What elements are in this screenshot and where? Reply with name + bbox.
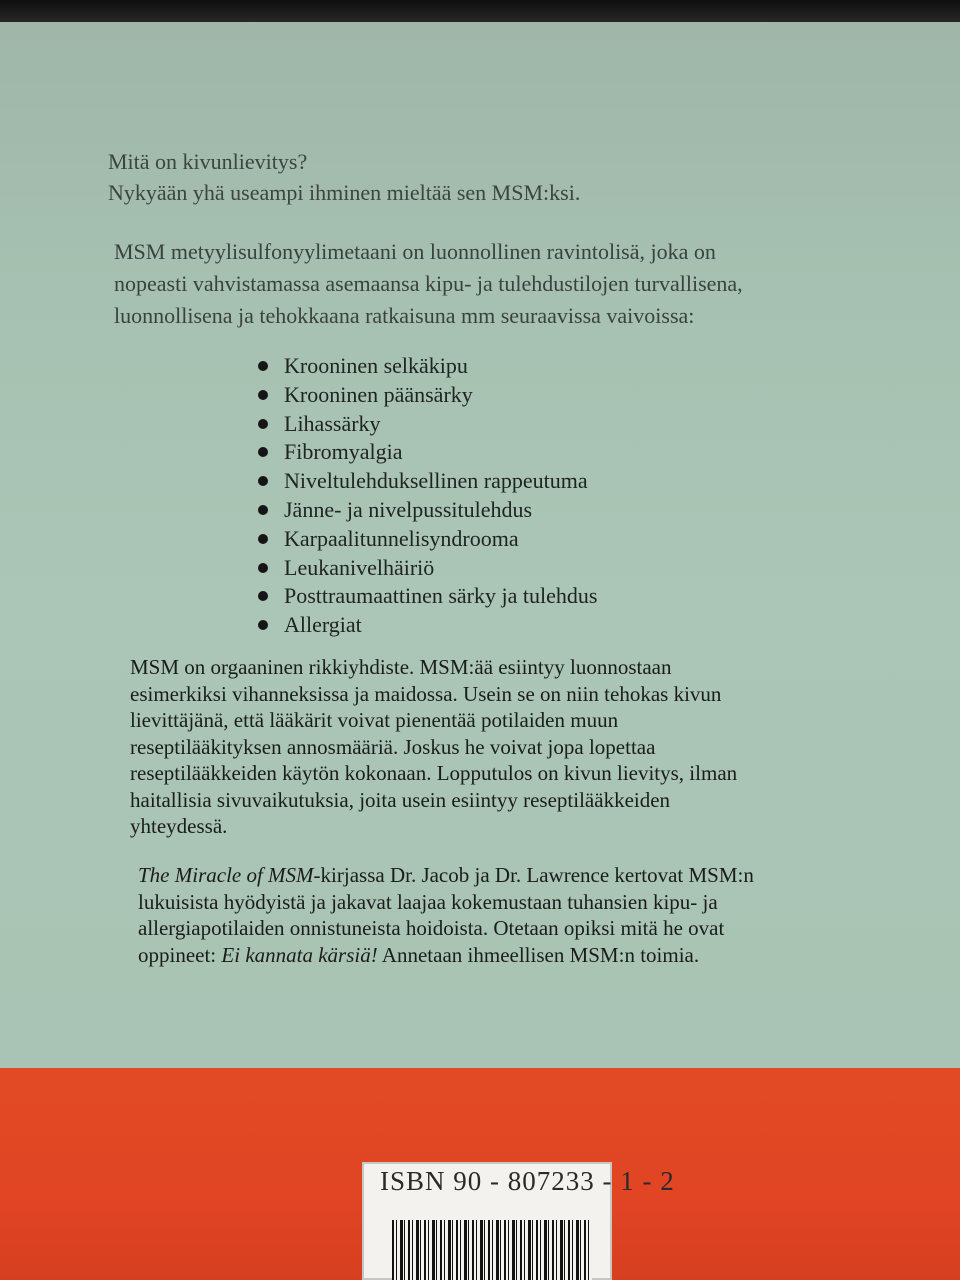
list-item-label: Posttraumaattinen särky ja tulehdus bbox=[284, 583, 598, 609]
paragraph-line: reseptilääkityksen annosmääriä. Joskus he voivat jopa lopettaa bbox=[130, 734, 656, 759]
list-item bbox=[258, 467, 597, 496]
paragraph-book-info bbox=[138, 862, 754, 968]
bullet-icon bbox=[258, 534, 268, 544]
paragraph-text: oppineet: bbox=[138, 942, 222, 967]
paragraph-msm-details bbox=[130, 654, 737, 840]
list-item bbox=[258, 611, 597, 640]
list-item bbox=[258, 582, 597, 611]
list-item-label: Lihassärky bbox=[284, 410, 381, 436]
paragraph-msm-intro bbox=[114, 236, 743, 332]
list-item-label: Jänne- ja nivelpussitulehdus bbox=[284, 496, 533, 522]
bullet-icon bbox=[258, 361, 268, 371]
list-item bbox=[258, 496, 597, 525]
list-item-label: Karpaalitunnelisyndrooma bbox=[284, 525, 519, 551]
paragraph-line: MSM on orgaaninen rikkiyhdiste. MSM:ää esiintyy luonnostaan bbox=[130, 655, 672, 679]
list-item bbox=[258, 352, 597, 381]
list-item bbox=[258, 410, 597, 439]
list-item bbox=[258, 381, 597, 410]
barcode-icon bbox=[392, 1220, 592, 1280]
bullet-icon bbox=[258, 591, 268, 601]
list-item-label: Niveltulehduksellinen rappeutuma bbox=[284, 468, 588, 494]
paragraph-line: esimerkiksi vihanneksissa ja maidossa. Usein se on niin tehokas kivun bbox=[130, 681, 722, 706]
paragraph-text: Annetaan ihmeellisen MSM:n toimia. bbox=[377, 942, 700, 967]
book-title: The Miracle of MSM bbox=[138, 863, 314, 887]
list-item-label: Leukanivelhäiriö bbox=[284, 554, 435, 580]
bullet-icon bbox=[258, 390, 268, 400]
list-item bbox=[258, 554, 597, 583]
intro-answer: Nykyään yhä useampi ihminen mieltää sen MSM:ksi. bbox=[108, 180, 581, 205]
paragraph-line: allergiapotilaiden onnistuneista hoidoista. Otetaan opiksi mitä he ovat bbox=[138, 916, 725, 940]
list-item bbox=[258, 525, 597, 554]
list-item-label: Krooninen päänsärky bbox=[284, 381, 473, 407]
paragraph-line: nopeasti vahvistamassa asemaansa kipu- ja tulehdustilojen turvallisena, bbox=[114, 271, 743, 296]
paragraph-text: -kirjassa Dr. Jacob ja Dr. Lawrence kertovat MSM:n bbox=[313, 863, 754, 887]
paragraph-line: luonnollisena ja tehokkaana ratkaisuna mm seuraavissa vaivoissa: bbox=[114, 303, 695, 328]
paragraph-line: haitallisia sivuvaikutuksia, joita usein esiintyy reseptilääkkeiden bbox=[130, 787, 671, 812]
paragraph-line: lievittäjänä, että lääkärit voivat pienentää potilaiden muun bbox=[130, 708, 619, 732]
isbn-label bbox=[362, 1162, 675, 1280]
conditions-list bbox=[258, 352, 597, 640]
paragraph-line: lukuisista hyödyistä ja jakavat laajaa kokemustaan tuhansien kipu- ja bbox=[138, 889, 718, 914]
bullet-icon bbox=[258, 505, 268, 515]
paragraph-line bbox=[138, 862, 754, 889]
list-item-label: Allergiat bbox=[284, 612, 362, 638]
intro-block bbox=[108, 146, 580, 208]
paragraph-line: MSM metyylisulfonyylimetaani on luonnollinen ravintolisä, joka on bbox=[114, 239, 716, 264]
slogan: Ei kannata kärsiä! bbox=[221, 942, 378, 967]
bullet-icon bbox=[258, 620, 268, 630]
bullet-icon bbox=[258, 419, 268, 429]
list-item-label: Krooninen selkäkipu bbox=[284, 353, 468, 378]
list-item-label: Fibromyalgia bbox=[284, 439, 403, 465]
paragraph-line: reseptilääkkeiden käytön kokonaan. Lopputulos on kivun lievitys, ilman bbox=[130, 761, 738, 785]
bullet-icon bbox=[258, 476, 268, 486]
intro-question: Mitä on kivunlievitys? bbox=[108, 149, 308, 174]
bullet-icon bbox=[258, 447, 268, 457]
list-item bbox=[258, 438, 597, 467]
paragraph-line: yhteydessä. bbox=[130, 814, 228, 838]
bullet-icon bbox=[258, 563, 268, 573]
isbn-number: ISBN 90 - 807233 - 1 - 2 bbox=[380, 1166, 675, 1196]
paragraph-line bbox=[138, 942, 754, 969]
